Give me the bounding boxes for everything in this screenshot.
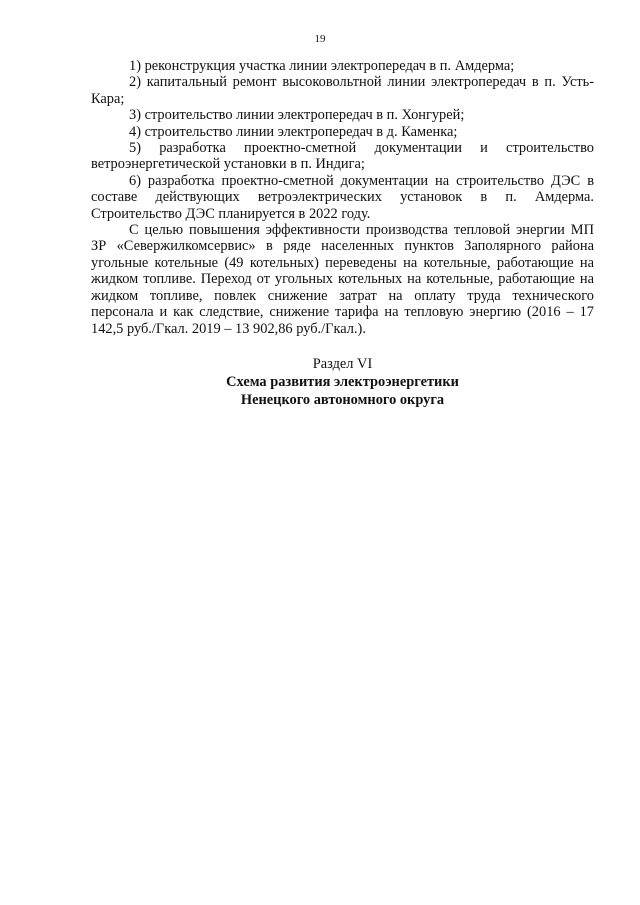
section-label: Раздел VI (312, 355, 373, 372)
section-title-line-1: Схема развития электроэнергетики (226, 373, 459, 390)
list-item-1: 1) реконструкция участка линии электропередач в п. Амдерма; (129, 58, 515, 74)
heat-energy-paragraph: С целью повышения эффективности производства тепловой энергии МП ЗР «Севержилкомсервис» в ряде населенных пунктов Заполярного района угольные котельные (49 котельных) переведены на котельные, работающие на жидком топливе. Переход от угольных котельных на котельные, работающие на жидком топливе, повлек снижение затрат на оплату труда технического персонала и как следствие, снижение тарифа на тепловую энергию (2016 – 17 142,5 руб./Гкал. 2019 – 13 902,86 руб./Гкал.). (91, 222, 594, 337)
section-heading (91, 355, 594, 409)
document-body (91, 58, 594, 409)
list-item-3: 3) строительство линии электропередач в п. Хонгурей; (129, 107, 465, 124)
list-item-4: 4) строительство линии электропередач в д. Каменка; (129, 123, 458, 140)
list-item-2: 2) капитальный ремонт высоковольтной линии электропередач в п. Усть-Кара; (91, 74, 594, 107)
list-item-5: 5) разработка проектно-сметной документации и строительство ветроэнергетической установки в п. Индига; (91, 140, 594, 173)
section-title-line-2: Ненецкого автономного округа (240, 391, 445, 408)
page-number: 19 (314, 33, 326, 45)
list-item-6: 6) разработка проектно-сметной документации на строительство ДЭС в составе действующих ветроэлектрических установок в п. Амдерма. Строительство ДЭС планируется в 2022 году. (91, 172, 594, 222)
